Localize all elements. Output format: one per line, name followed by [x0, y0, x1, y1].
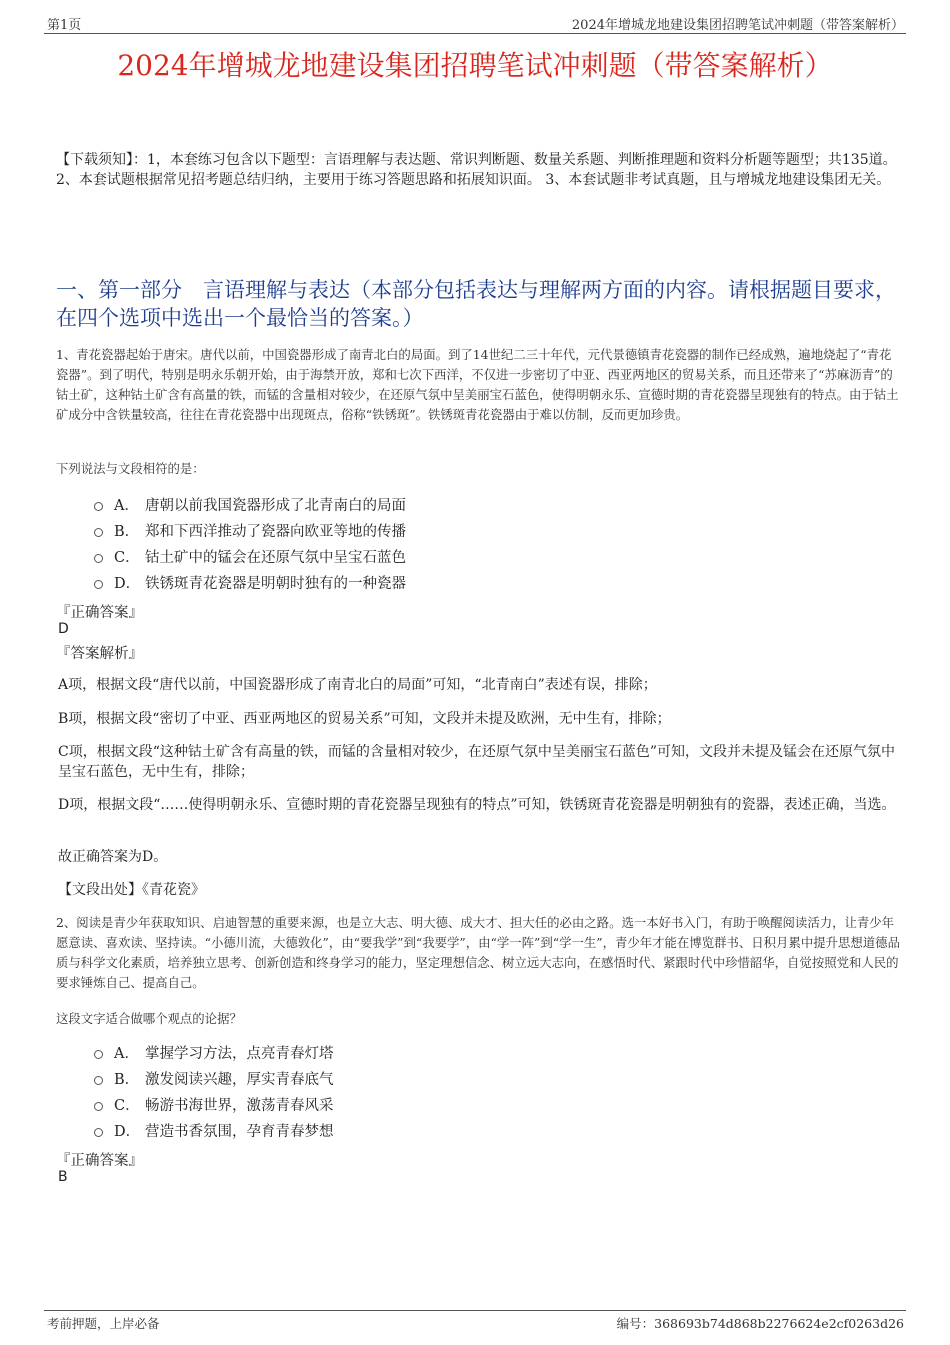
option-text: 唐朝以前我国瓷器形成了北青南白的局面 [145, 498, 406, 514]
header-divider [44, 33, 906, 34]
question-1-answer: D [58, 621, 69, 637]
option-letter: D． [114, 1124, 141, 1140]
question-2-answer: B [58, 1169, 68, 1185]
question-1-prompt: 下列说法与文段相符的是： [56, 461, 205, 476]
option-text: 铁锈斑青花瓷器是明朝时独有的一种瓷器 [145, 576, 406, 592]
footer-divider [44, 1310, 906, 1311]
option-text: 掌握学习方法，点亮青春灯塔 [145, 1046, 334, 1062]
radio-icon[interactable] [94, 1102, 103, 1111]
option-text: 畅游书海世界，激荡青春风采 [145, 1098, 334, 1114]
option-letter: A． [114, 1046, 139, 1062]
analysis-line-c: C项，根据文段“这种钴土矿含有高量的铁，而锰的含量相对较少，在还原气氛中呈美丽宝石蓝色”可知，文段并未提及锰会在还原气氛中呈宝石蓝色，无中生有，排除； [58, 744, 896, 780]
analysis-line-a: A项，根据文段“唐代以前，中国瓷器形成了南青北白的局面”可知，“北青南白”表述有误，排除； [58, 677, 657, 693]
radio-icon[interactable] [94, 554, 103, 563]
radio-icon[interactable] [94, 528, 103, 537]
analysis-conclusion: 故正确答案为D。 [58, 849, 168, 865]
footer-slogan: 考前押题，上岸必备 [47, 1316, 160, 1331]
question-2-passage: 2、阅读是青少年获取知识、启迪智慧的重要来源，也是立大志、明大德、成大才、担大任的必由之路。选一本好书入门，有助于唤醒阅读活力，让青少年愿意读、喜欢读、坚持读。“小德川流，大德敦化”，由“要我学”到“我要学”，由“学一阵”到“学一生”，青少年才能在博览群书、日积月累中提升思想道德品质与科学文化素质，培养独立思考、创新创造和终身学习的能力，坚定理想信念、树立远大志向，在感悟时代、紧跟时代中珍惜韶华，自觉按照党和人民的要求锤炼自己、提高自己。 [56, 915, 900, 990]
question-1-source: 【文段出处】《青花瓷》 [58, 882, 205, 898]
document-title: 2024年增城龙地建设集团招聘笔试冲刺题（带答案解析） [117, 49, 833, 82]
radio-icon[interactable] [94, 502, 103, 511]
option-letter: C． [114, 550, 140, 566]
question-1-answer-label: 『正确答案』 [56, 605, 143, 621]
radio-icon[interactable] [94, 580, 103, 589]
option-text: 营造书香氛围，孕育青春梦想 [145, 1124, 334, 1140]
question-2-prompt: 这段文字适合做哪个观点的论据？ [56, 1011, 242, 1026]
question-1-passage: 1、青花瓷器起始于唐宋。唐代以前，中国瓷器形成了南青北白的局面。到了14世纪二三十年代，元代景德镇青花瓷器的制作已经成熟，遍地烧起了“青花瓷器”。到了明代，特别是明永乐朝开始，由于海禁开放，郑和七次下西洋，不仅进一步密切了中亚、西亚两地区的贸易关系，而且还带来了“苏麻沥青”的钴土矿，这种钴土矿含有高量的铁，而锰的含量相对较少，在还原气氛中呈美丽宝石蓝色，使得明朝永乐、宣德时期的青花瓷器呈现独有的特点。由于钴土矿成分中含铁量较高，往往在青花瓷器中出现斑点，俗称“铁锈斑”。铁锈斑青花瓷器由于难以仿制，反而更加珍贵。 [56, 347, 899, 422]
option-letter: B． [114, 524, 140, 540]
option-text: 钴土矿中的锰会在还原气氛中呈宝石蓝色 [145, 550, 406, 566]
radio-icon[interactable] [94, 1050, 103, 1059]
question-2-answer-label: 『正确答案』 [56, 1153, 143, 1169]
analysis-line-b: B项，根据文段“密切了中亚、西亚两地区的贸易关系”可知，文段并未提及欧洲，无中生有，排除； [58, 711, 671, 727]
option-letter: B． [114, 1072, 140, 1088]
option-text: 激发阅读兴趣，厚实青春底气 [145, 1072, 334, 1088]
option-letter: A． [114, 498, 139, 514]
question-1-analysis-label: 『答案解析』 [56, 646, 143, 662]
option-letter: C． [114, 1098, 140, 1114]
radio-icon[interactable] [94, 1128, 103, 1137]
download-notice: 【下载须知】：1，本套练习包含以下题型：言语理解与表达题、常识判断题、数量关系题、判断推理题和资料分析题等题型；共135道。 2、本套试题根据常见招考题总结归纳，主要用于练习答题思路和拓展知识面。 3、本套试题非考试真题，且与增城龙地建设集团无关。 [56, 152, 897, 188]
analysis-line-d: D项，根据文段“……使得明朝永乐、宣德时期的青花瓷器呈现独有的特点”可知，铁锈斑青花瓷器是明朝独有的瓷器，表述正确，当选。 [58, 797, 896, 813]
page-number: 第1页 [47, 18, 82, 33]
footer-serial: 编号：368693b74d868b2276624e2cf0263d26 [616, 1316, 904, 1331]
option-letter: D． [114, 576, 141, 592]
option-text: 郑和下西洋推动了瓷器向欧亚等地的传播 [145, 524, 406, 540]
header-doc-title: 2024年增城龙地建设集团招聘笔试冲刺题（带答案解析） [571, 18, 904, 33]
section-heading: 一、第一部分 言语理解与表达（本部分包括表达与理解两方面的内容。请根据题目要求，在四个选项中选出一个最恰当的答案。） [56, 278, 896, 330]
radio-icon[interactable] [94, 1076, 103, 1085]
